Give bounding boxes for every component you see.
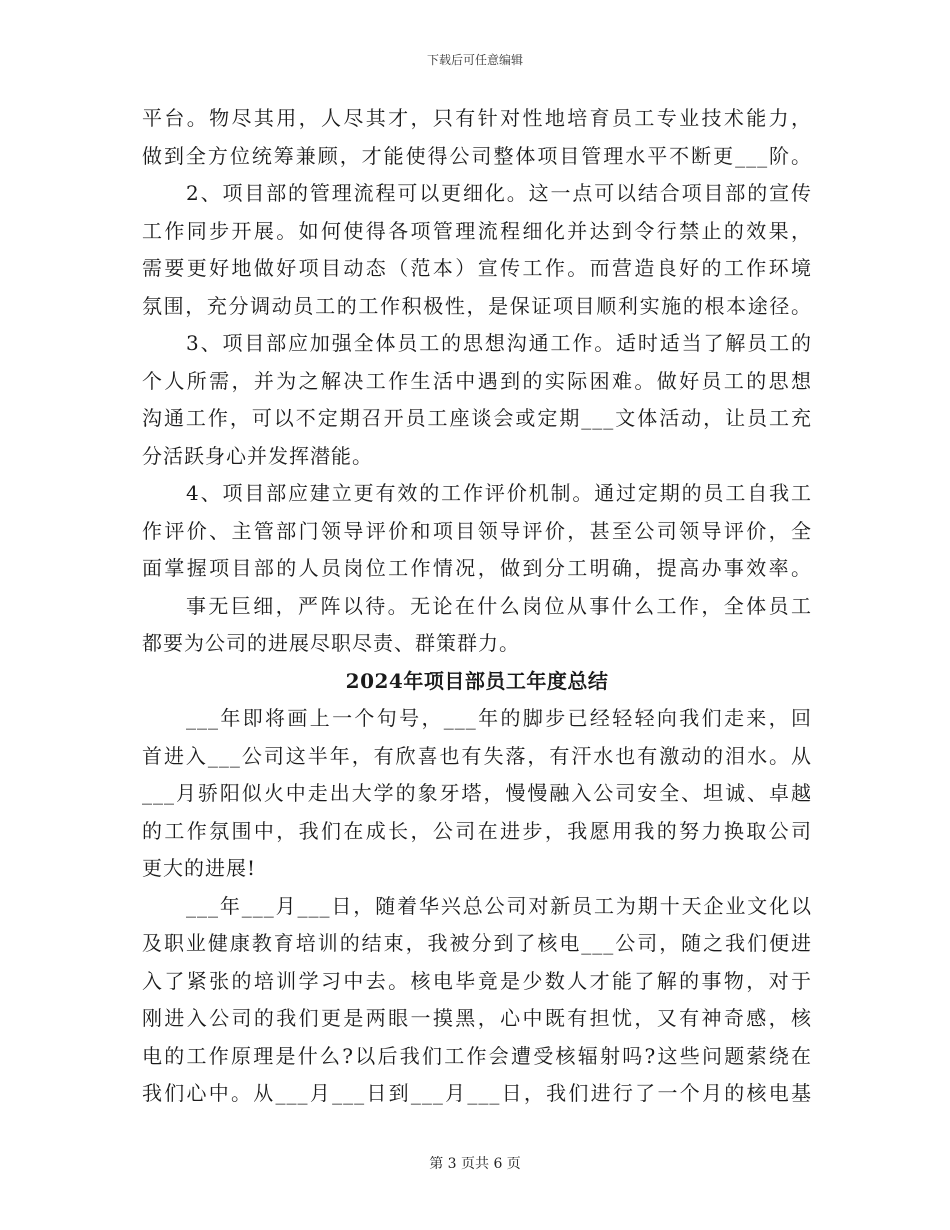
text-line: 做到全方位统筹兼顾，才能使得公司整体项目管理水平不断更___阶。	[142, 143, 812, 168]
text-line: 都要为公司的进展尽职尽责、群策群力。	[142, 631, 520, 655]
text-line: ___年___月___日，随着华兴总公司对新员工为期十天企业文化以	[186, 893, 812, 918]
text-line: 氛围，充分调动员工的工作积极性，是保证项目顺利实施的根本途径。	[142, 293, 812, 318]
text-line: 入了紧张的培训学习中去。核电毕竟是少数人才能了解的事物，对于	[142, 968, 812, 993]
text-line: 个人所需，并为之解决工作生活中遇到的实际困难。做好员工的思想	[142, 368, 812, 393]
text-line: 我们心中。从___月___日到___月___日，我们进行了一个月的核电基	[142, 1081, 812, 1105]
text-line: 工作同步开展。如何使得各项管理流程细化并达到令行禁止的效果，	[142, 218, 812, 243]
text-line: 需要更好地做好项目动态（范本）宣传工作。而营造良好的工作环境	[142, 256, 812, 280]
text-line: 的工作氛围中，我们在成长，公司在进步，我愿用我的努力换取公司	[142, 818, 812, 843]
text-line: 分活跃身心并发挥潜能。	[142, 443, 373, 468]
text-line: ___月骄阳似火中走出大学的象牙塔，慢慢融入公司安全、坦诚、卓越	[142, 781, 812, 805]
text-line: 作评价、主管部门领导评价和项目领导评价，甚至公司领导评价，全	[142, 518, 812, 543]
text-line: 首进入___公司这半年，有欣喜也有失落，有汗水也有激动的泪水。从	[142, 743, 812, 768]
text-line: 刚进入公司的我们更是两眼一摸黑，心中既有担忧，又有神奇感，核	[142, 1006, 812, 1030]
text-line: 沟通工作，可以不定期召开员工座谈会或定期___文体活动，让员工充	[142, 406, 812, 430]
text-line: 面掌握项目部的人员岗位工作情况，做到分工明确，提高办事效率。	[142, 556, 812, 580]
text-line: ___年即将画上一个句号，___年的脚步已经轻轻向我们走来，回	[186, 706, 812, 730]
page-header-note: 下载后可任意编辑	[426, 53, 523, 67]
section-heading: 2024年项目部员工年度总结	[345, 668, 609, 693]
text-line: 平台。物尽其用，人尽其才，只有针对性地培育员工专业技术能力，	[142, 106, 812, 130]
page-number: 第 3 页共 6 页	[429, 1156, 521, 1172]
text-line: 事无巨细，严阵以待。无论在什么岗位从事什么工作，全体员工	[186, 593, 812, 618]
text-line: 2、项目部的管理流程可以更细化。这一点可以结合项目部的宣传	[186, 181, 812, 205]
text-line: 4、项目部应建立更有效的工作评价机制。通过定期的员工自我工	[186, 481, 812, 505]
text-line: 电的工作原理是什么?以后我们工作会遭受核辐射吗?这些问题萦绕在	[142, 1043, 812, 1068]
text-line: 更大的进展!	[142, 856, 257, 880]
text-line: 及职业健康教育培训的结束，我被分到了核电___公司，随之我们便进	[142, 931, 812, 955]
text-line: 3、项目部应加强全体员工的思想沟通工作。适时适当了解员工的	[186, 331, 812, 355]
document-body	[142, 100, 812, 1113]
